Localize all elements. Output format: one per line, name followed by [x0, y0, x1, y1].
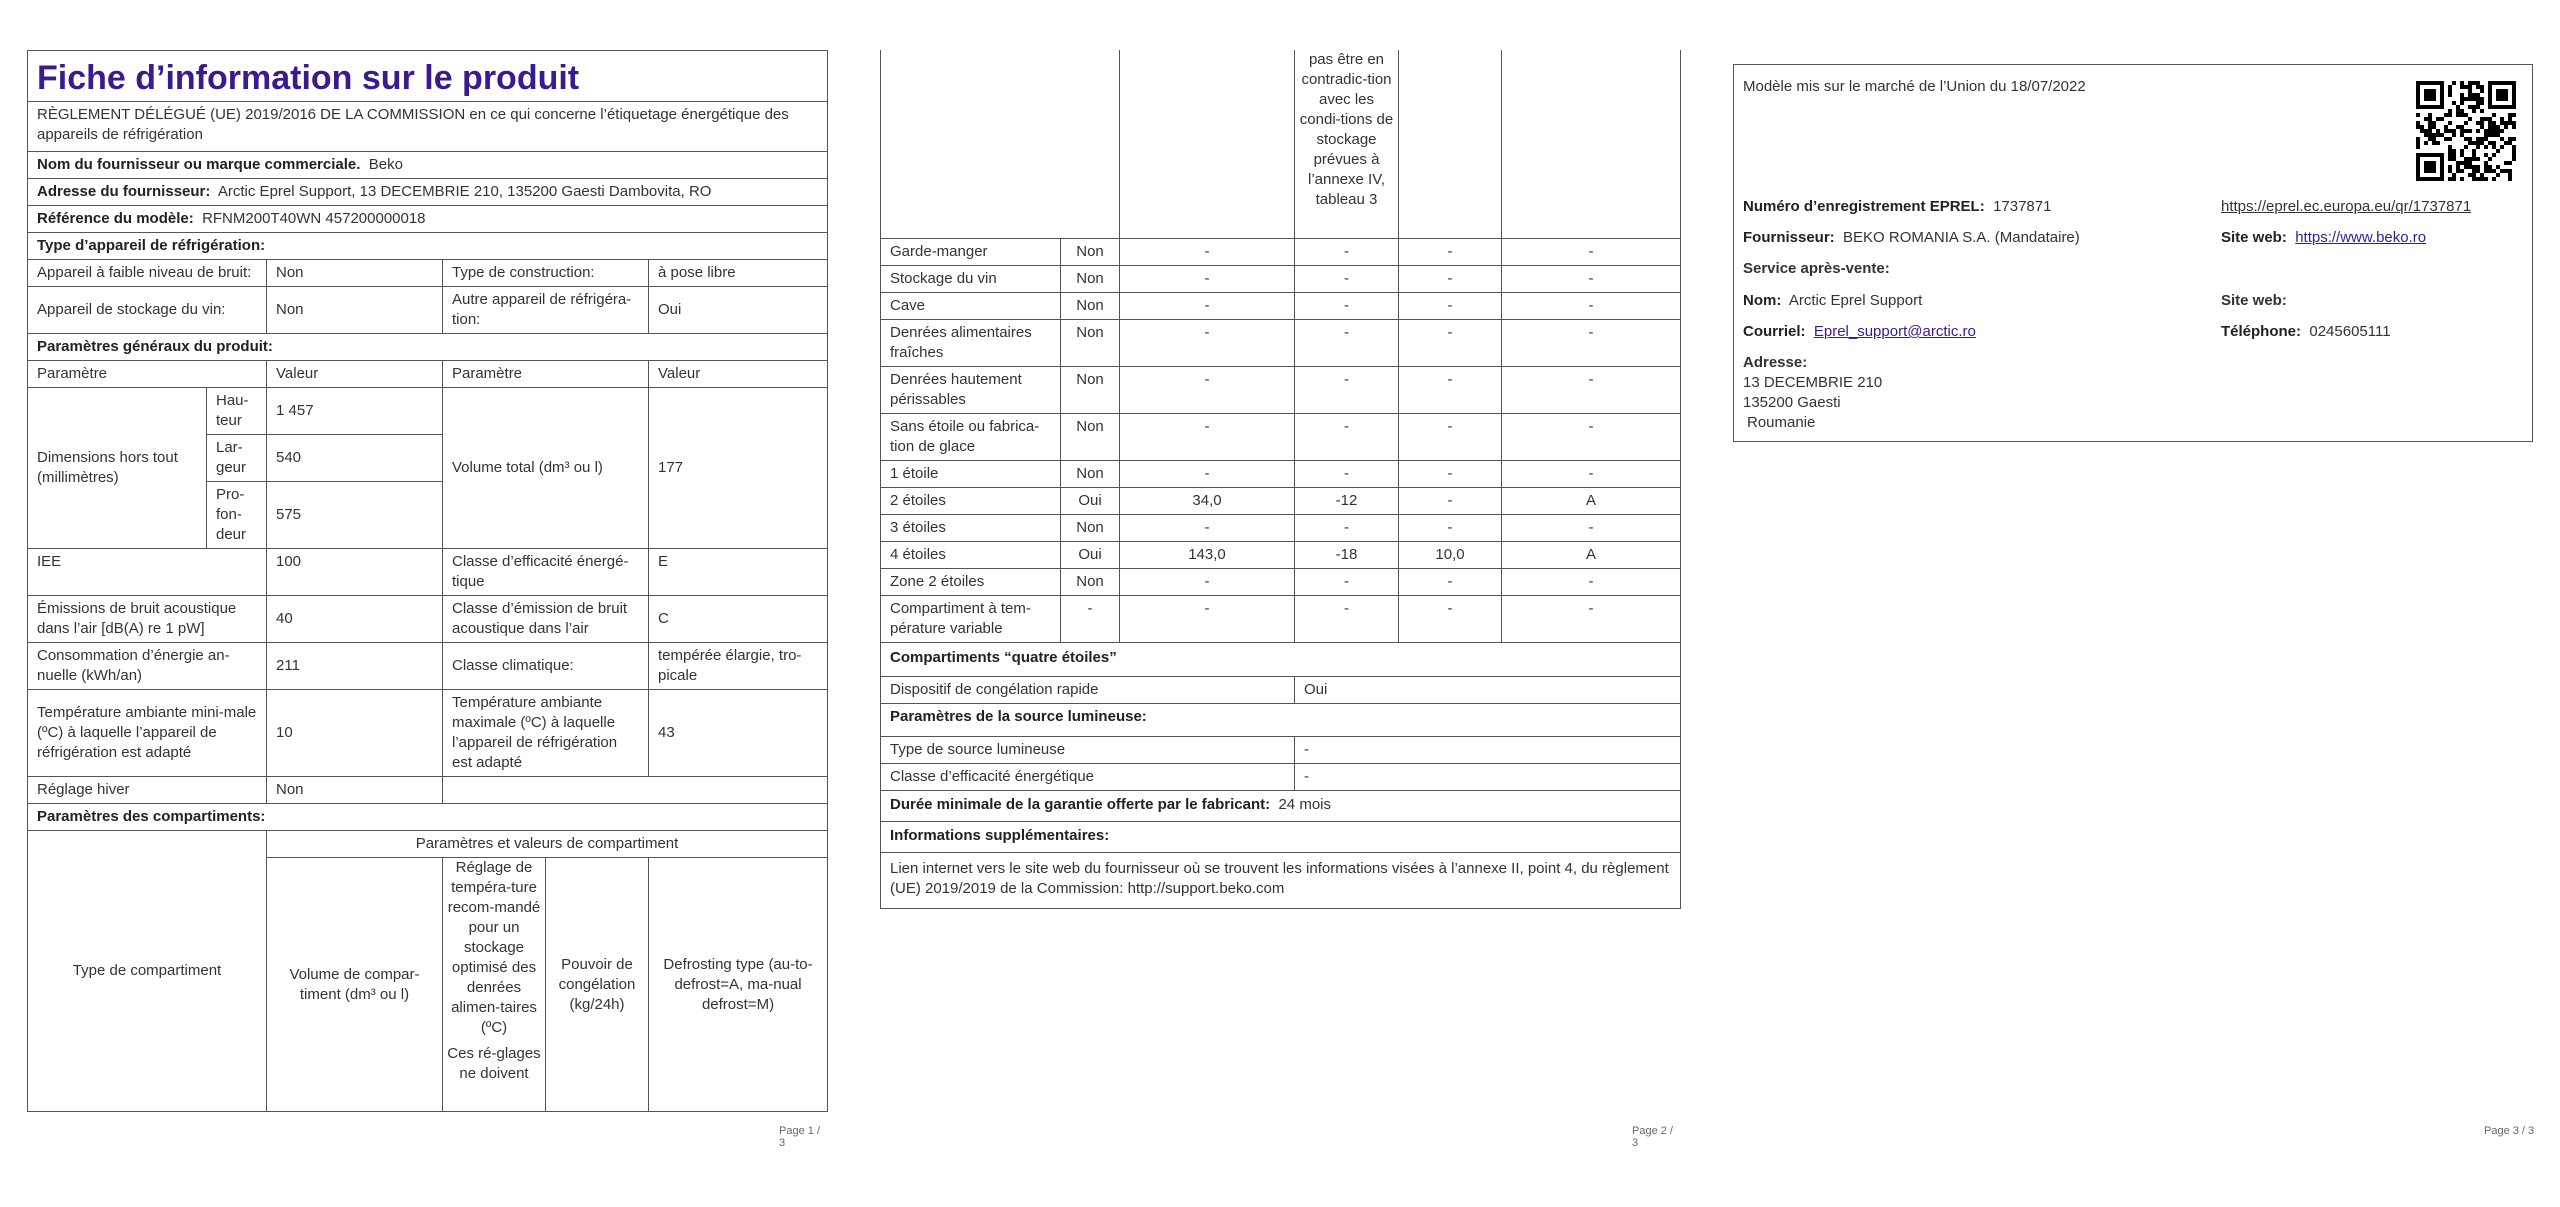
compartments-heading: Paramètres des compartiments:: [28, 804, 828, 831]
compartment-volume: -: [1120, 568, 1295, 595]
compartment-volume: 34,0: [1120, 487, 1295, 514]
compartment-name: 1 étoile: [881, 460, 1061, 487]
compartment-name: Denrées hautement périssables: [881, 366, 1061, 413]
addr-line-3: Roumanie: [1747, 414, 1816, 431]
compartment-temp: -: [1295, 413, 1399, 460]
site-row: [2221, 228, 2426, 248]
compartment-temp: -: [1295, 460, 1399, 487]
construction-label: Type de construction:: [443, 260, 649, 287]
compartment-temp: -: [1295, 292, 1399, 319]
compartment-defrost: -: [1502, 292, 1681, 319]
page-number-2: Page 2 / 3: [1632, 1125, 1673, 1149]
supplier-info-row: [1743, 228, 2080, 248]
col-value-2: Valeur: [649, 361, 828, 388]
compartment-defrost: -: [1502, 319, 1681, 366]
empty-cell: [443, 777, 828, 804]
other-label: Autre appareil de réfrigéra-tion:: [443, 287, 649, 334]
placed-on-market: Modèle mis sur le marché de l’Union du 18/07/2022: [1743, 78, 2086, 95]
compartment-freeze: -: [1399, 265, 1502, 292]
model-value: RFNM200T40WN 457200000018: [202, 210, 426, 227]
mail-link[interactable]: Eprel_support@arctic.ro: [1813, 323, 1976, 340]
warranty-label: Durée minimale de la garantie offerte par le fabricant:: [890, 795, 1271, 813]
page-number-3: Page 3 / 3: [2484, 1125, 2535, 1137]
page-1: [27, 0, 827, 1207]
compartment-present: Non: [1061, 238, 1120, 265]
width-label: Lar-geur: [207, 435, 267, 482]
col-param-2: Paramètre: [443, 361, 649, 388]
compartment-name: Denrées alimentaires fraîches: [881, 319, 1061, 366]
service-label: Service après-vente:: [1743, 260, 1890, 277]
noise-label: Émissions de bruit acoustique dans l’air [dB(A) re 1 pW]: [28, 596, 267, 643]
model-row: [28, 206, 828, 233]
compartment-name: Garde-manger: [881, 238, 1061, 265]
compartment-present: -: [1061, 595, 1120, 642]
supplier-value: Beko: [368, 156, 403, 173]
compartment-defrost: -: [1502, 238, 1681, 265]
warranty-value: 24 mois: [1278, 795, 1331, 813]
p3-supplier-label: Fournisseur:: [1743, 229, 1835, 246]
compartment-defrost: -: [1502, 265, 1681, 292]
min-temp-value: 10: [267, 690, 443, 777]
climate-value: tempérée élargie, tro-picale: [649, 643, 828, 690]
addr-line-1: 13 DECEMBRIE 210: [1743, 374, 1883, 391]
compartment-volume: -: [1120, 413, 1295, 460]
quick-freeze-value: Oui: [1295, 676, 1681, 703]
address-row: [28, 179, 828, 206]
compartment-rows: [881, 238, 1681, 642]
compartment-volume: -: [1120, 319, 1295, 366]
width-value: 540: [267, 435, 443, 482]
compartment-freeze: -: [1399, 487, 1502, 514]
eprel-label: Numéro d’enregistrement EPREL:: [1743, 198, 1985, 215]
col-param-1: Paramètre: [28, 361, 267, 388]
comp-freeze-header: Pouvoir de congélation (kg/24h): [546, 858, 649, 1112]
mail-row: [1743, 322, 1976, 342]
mail-label: Courriel:: [1743, 323, 1806, 340]
height-value: 1 457: [267, 388, 443, 435]
compartment-defrost: -: [1502, 460, 1681, 487]
compartment-name: Cave: [881, 292, 1061, 319]
volume-value: 177: [649, 388, 828, 549]
compartment-volume: -: [1120, 366, 1295, 413]
compartment-row: [881, 514, 1681, 541]
comp-temp-header: [443, 858, 546, 1112]
height-label: Hau-teur: [207, 388, 267, 435]
compartment-row: [881, 292, 1681, 319]
qr-code-icon[interactable]: [2416, 81, 2516, 181]
depth-label: Pro-fon-deur: [207, 482, 267, 549]
compartment-freeze: -: [1399, 460, 1502, 487]
compartment-freeze: -: [1399, 413, 1502, 460]
eprel-row: [1743, 197, 2051, 217]
compartment-present: Non: [1061, 319, 1120, 366]
light-class-label: Classe d’efficacité énergétique: [881, 763, 1295, 790]
volume-label: Volume total (dm³ ou l): [443, 388, 649, 549]
compartment-name: 4 étoiles: [881, 541, 1061, 568]
comp-defrost-header: Defrosting type (au-to-defrost=A, ma-nual defrost=M): [649, 858, 828, 1112]
compartment-row: [881, 319, 1681, 366]
max-temp-value: 43: [649, 690, 828, 777]
compartment-temp: -18: [1295, 541, 1399, 568]
compartment-defrost: -: [1502, 366, 1681, 413]
iee-value: 100: [267, 549, 443, 596]
model-label: Référence du modèle:: [37, 210, 194, 227]
compartment-freeze: -: [1399, 595, 1502, 642]
warranty-row: [881, 790, 1681, 821]
consumption-label: Consommation d’énergie an-nuelle (kWh/an): [28, 643, 267, 690]
compartment-freeze: -: [1399, 238, 1502, 265]
supplier-label: Nom du fournisseur ou marque commerciale.: [37, 156, 361, 173]
wine-label: Appareil de stockage du vin:: [28, 287, 267, 334]
low-noise-value: Non: [267, 260, 443, 287]
noise-class-label: Classe d’émission de bruit acoustique dans l’air: [443, 596, 649, 643]
site-link[interactable]: https://www.beko.ro: [2295, 229, 2427, 246]
compartment-row: [881, 541, 1681, 568]
continuation-cell: [1399, 50, 1502, 238]
winter-value: Non: [267, 777, 443, 804]
compartment-name: Stockage du vin: [881, 265, 1061, 292]
compartment-freeze: -: [1399, 514, 1502, 541]
light-type-label: Type de source lumineuse: [881, 736, 1295, 763]
construction-value: à pose libre: [649, 260, 828, 287]
page-title: Fiche d’information sur le produit: [28, 51, 828, 102]
name-row: [1743, 291, 1922, 311]
name-value: Arctic Eprel Support: [1788, 292, 1923, 309]
four-star-heading: Compartiments “quatre étoiles”: [881, 642, 1681, 676]
compartment-row: [881, 265, 1681, 292]
compartment-defrost: -: [1502, 413, 1681, 460]
wine-value: Non: [267, 287, 443, 334]
compartment-row: [881, 568, 1681, 595]
dimensions-label: Dimensions hors tout (millimètres): [28, 388, 207, 549]
compartment-volume: -: [1120, 292, 1295, 319]
compartment-volume: -: [1120, 238, 1295, 265]
compartment-present: Non: [1061, 265, 1120, 292]
compartment-freeze: -: [1399, 319, 1502, 366]
general-heading: Paramètres généraux du produit:: [28, 334, 828, 361]
compartment-freeze: -: [1399, 366, 1502, 413]
p3-supplier-value: BEKO ROMANIA S.A. (Mandataire): [1843, 229, 2080, 246]
name-label: Nom:: [1743, 292, 1782, 309]
address-label: Adresse du fournisseur:: [37, 183, 211, 200]
compartment-row: [881, 487, 1681, 514]
continuation-cell: [1502, 50, 1681, 238]
supplier-row: [28, 152, 828, 179]
address-value: Arctic Eprel Support, 13 DECEMBRIE 210, 135200 Gaesti Dambovita, RO: [217, 183, 712, 200]
comp-volume-header: Volume de compar-timent (dm³ ou l): [267, 858, 443, 1112]
comp-temp-text: Réglage de tempéra-ture recom-mandé pour un stockage optimisé des denrées alimen-taires (ºC): [447, 859, 541, 1036]
compartment-defrost: -: [1502, 568, 1681, 595]
compartment-name: Compartiment à tem-pérature variable: [881, 595, 1061, 642]
compartment-defrost: A: [1502, 487, 1681, 514]
compartment-present: Non: [1061, 292, 1120, 319]
extra-text: Lien internet vers le site web du fournisseur où se trouvent les informations visées à l’annexe II, point 4, du règlement (UE) 2019/2019 de la Commission: http://support.beko.com: [881, 852, 1681, 908]
type-heading: Type d’appareil de réfrigération:: [28, 233, 828, 260]
compartment-temp: -12: [1295, 487, 1399, 514]
compartment-freeze: -: [1399, 292, 1502, 319]
compartment-row: [881, 413, 1681, 460]
phone-row: [2221, 322, 2391, 342]
compartment-defrost: -: [1502, 514, 1681, 541]
light-type-value: -: [1295, 736, 1681, 763]
compartment-defrost: A: [1502, 541, 1681, 568]
product-info-table: [27, 50, 828, 1112]
compartment-name: Zone 2 étoiles: [881, 568, 1061, 595]
compartment-temp: -: [1295, 595, 1399, 642]
regulation-text: RÈGLEMENT DÉLÉGUÉ (UE) 2019/2016 DE LA COMMISSION en ce qui concerne l’étiquetage énergétique des appareils de réfrigération: [28, 102, 828, 152]
col-value-1: Valeur: [267, 361, 443, 388]
light-class-value: -: [1295, 763, 1681, 790]
compartment-present: Non: [1061, 413, 1120, 460]
compartment-temp: -: [1295, 319, 1399, 366]
eprel-value: 1737871: [1993, 198, 2052, 215]
eprel-link[interactable]: https://eprel.ec.europa.eu/qr/1737871: [2221, 198, 2472, 215]
compartment-temp: -: [1295, 568, 1399, 595]
compartment-temp: -: [1295, 265, 1399, 292]
energy-class-label: Classe d’efficacité énergé-tique: [443, 549, 649, 596]
compartment-freeze: 10,0: [1399, 541, 1502, 568]
min-temp-label: Température ambiante mini-male (ºC) à laquelle l’appareil de réfrigération est adapté: [28, 690, 267, 777]
compartment-volume: -: [1120, 514, 1295, 541]
compartment-freeze: -: [1399, 568, 1502, 595]
compartment-temp: -: [1295, 366, 1399, 413]
compartment-volume: 143,0: [1120, 541, 1295, 568]
winter-label: Réglage hiver: [28, 777, 267, 804]
page-number-1: Page 1 / 3: [779, 1125, 820, 1149]
compartment-row: [881, 238, 1681, 265]
compartment-volume: -: [1120, 265, 1295, 292]
climate-label: Classe climatique:: [443, 643, 649, 690]
compartment-temp: -: [1295, 238, 1399, 265]
compartment-volume: -: [1120, 460, 1295, 487]
compartment-present: Non: [1061, 460, 1120, 487]
energy-class-value: E: [649, 549, 828, 596]
compartment-present: Non: [1061, 568, 1120, 595]
consumption-value: 211: [267, 643, 443, 690]
compartment-row: [881, 460, 1681, 487]
comp-params-header: Paramètres et valeurs de compartiment: [267, 831, 828, 858]
compartment-defrost: -: [1502, 595, 1681, 642]
other-value: Oui: [649, 287, 828, 334]
compartment-present: Non: [1061, 514, 1120, 541]
comp-type-header: Type de compartiment: [28, 831, 267, 1112]
site2-label: Site web:: [2221, 292, 2287, 309]
iee-label: IEE: [28, 549, 267, 596]
quick-freeze-label: Dispositif de congélation rapide: [881, 676, 1295, 703]
noise-value: 40: [267, 596, 443, 643]
compartment-present: Oui: [1061, 487, 1120, 514]
noise-class-value: C: [649, 596, 828, 643]
compartment-name: 3 étoiles: [881, 514, 1061, 541]
compartment-temp: -: [1295, 514, 1399, 541]
addr-line-2: 135200 Gaesti: [1743, 394, 1841, 411]
compartment-row: [881, 595, 1681, 642]
compartment-present: Oui: [1061, 541, 1120, 568]
page-2: [880, 0, 1680, 1207]
compartments-table: [880, 50, 1681, 909]
site-label: Site web:: [2221, 229, 2287, 246]
max-temp-label: Température ambiante maximale (ºC) à laquelle l’appareil de réfrigération est adapté: [443, 690, 649, 777]
light-heading: Paramètres de la source lumineuse:: [881, 703, 1681, 736]
comp-temp-note-2: pas être en contradic-tion avec les condi-tions de stockage prévues à l’annexe IV, tableau 3: [1295, 50, 1399, 238]
phone-label: Téléphone:: [2221, 323, 2302, 340]
continuation-cell: [1120, 50, 1295, 238]
depth-value: 575: [267, 482, 443, 549]
eprel-info-box: [1733, 64, 2533, 442]
compartment-volume: -: [1120, 595, 1295, 642]
continuation-cell: [881, 50, 1120, 238]
low-noise-label: Appareil à faible niveau de bruit:: [28, 260, 267, 287]
compartment-present: Non: [1061, 366, 1120, 413]
extra-heading: Informations supplémentaires:: [881, 821, 1681, 852]
phone-value: 0245605111: [2309, 323, 2391, 340]
compartment-row: [881, 366, 1681, 413]
compartment-name: 2 étoiles: [881, 487, 1061, 514]
addr-label: Adresse:: [1743, 354, 1808, 371]
comp-temp-note-1: Ces ré-glages ne doivent: [447, 1045, 541, 1082]
compartment-name: Sans étoile ou fabrica-tion de glace: [881, 413, 1061, 460]
